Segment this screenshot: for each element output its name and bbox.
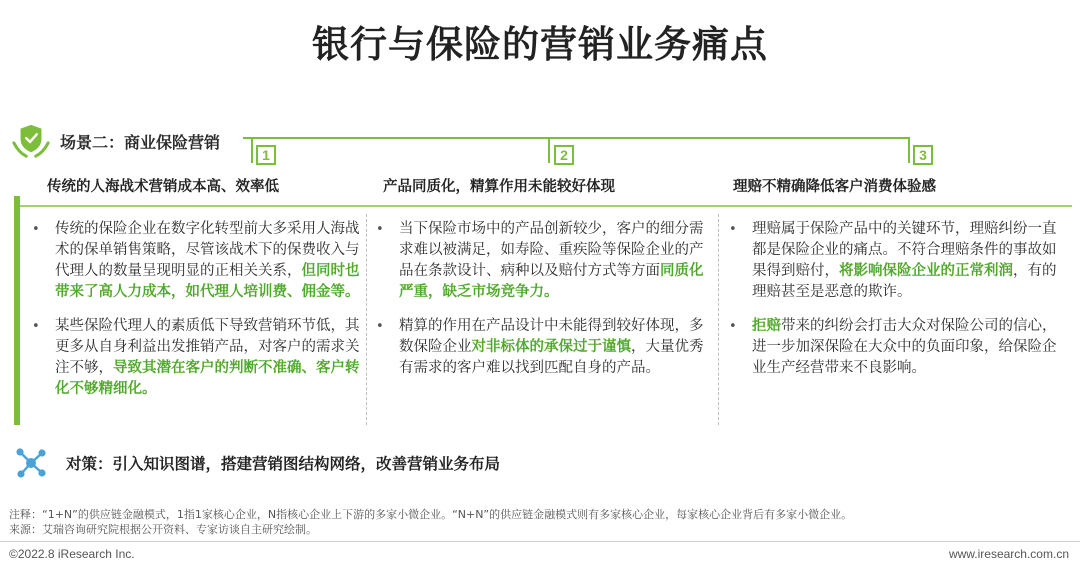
- column-heading-2: 产品同质化，精算作用未能较好体现: [383, 179, 615, 195]
- accent-bar: [14, 196, 20, 425]
- strategy-text: 对策：引入知识图谱，搭建营销图结构网络，改善营销业务布局: [66, 455, 501, 473]
- scene-header: [12, 121, 220, 161]
- bullet-item: [30, 316, 362, 400]
- bullet-text: 带来的纠纷会打击大众对保险公司的信心，进一步加深保险在大众中的负面印象，给保险企业生产经营带来不良影响。: [752, 318, 1057, 376]
- bullet-text: 当下保险市场中的产品创新较少，客户的细分需求难以被满足，如寿险、重疾险等保险企业的产品在条款设计、病种以及赔付方式等方面: [399, 221, 704, 279]
- bullet-text: ，大量优秀有需求的客户难以找到匹配自身的产品。: [399, 339, 704, 376]
- bullet-list-1: [30, 219, 362, 400]
- source-line: 来源：艾瑞咨询研究院根据公开资料、专家访谈自主研究绘制。: [9, 523, 317, 536]
- step-connector: [908, 137, 910, 163]
- column-divider: [366, 214, 367, 425]
- highlight-text: 将影响保险企业的正常利润: [839, 263, 1013, 279]
- bullet-item: [727, 316, 1064, 379]
- column-heading-1: 传统的人海战术营销成本高、效率低: [47, 179, 279, 195]
- highlight-text: 但同时也带来了高人力成本，如代理人培训费、佣金等。: [55, 263, 360, 300]
- network-nodes-icon: [14, 446, 48, 480]
- step-number-3: 3: [913, 145, 933, 165]
- bullet-item: [374, 219, 708, 303]
- bullet-item: [374, 316, 708, 379]
- scene-label: 场景二：商业保险营销: [60, 132, 221, 152]
- bullet-text: 精算的作用在产品设计中未能得到较好体现，多数保险企业: [399, 318, 704, 355]
- note-line: 注释：“1+N”的供应链金融模式，1指1家核心企业，N指核心企业上下游的多家小微企业。“N+N”的供应链金融模式则有多家核心企业，每家核心企业背后有多家小微企业。: [9, 508, 853, 521]
- header-rule: [20, 205, 1072, 207]
- bullet-item: [30, 219, 362, 303]
- shield-hand-icon: [12, 122, 50, 160]
- bullet-list-2: [374, 219, 708, 379]
- step-connector: [253, 137, 550, 139]
- highlight-text: 同质化严重，缺乏市场竞争力。: [399, 263, 704, 300]
- bullet-text: 传统的保险企业在数字化转型前大多采用人海战术的保单销售策略，尽管该战术下的保费收入与代理人的数量呈现明显的正相关关系，: [55, 221, 360, 279]
- step-connector: [251, 137, 253, 163]
- bullet-item: [727, 219, 1064, 303]
- step-number-2: 2: [554, 145, 574, 165]
- highlight-text: 对非标体的承保过于谨慎: [471, 339, 631, 355]
- website-link[interactable]: www.iresearch.com.cn: [948, 547, 1069, 561]
- bullet-text: 某些保险代理人的素质低下导致营销环节低，其更多从自身利益出发推销产品，对客户的需求关注不够，: [55, 318, 360, 376]
- footer-rule: [0, 541, 1080, 542]
- step-connector: [550, 137, 910, 139]
- copyright: ©2022.8 iResearch Inc.: [9, 547, 135, 561]
- step-connector: [548, 137, 550, 163]
- column-divider: [718, 214, 719, 425]
- bullet-list-3: [727, 219, 1064, 379]
- bullet-text: 理赔属于保险产品中的关键环节，理赔纠纷一直都是保险企业的痛点。不符合理赔条件的事故如果得到赔付，: [752, 221, 1057, 279]
- notes: [9, 507, 852, 537]
- highlight-text: 导致其潜在客户的判断不准确、客户转化不够精细化。: [55, 360, 360, 397]
- strategy-row: [14, 446, 500, 480]
- bullet-text: ，有的理赔甚至是恶意的欺诈。: [752, 263, 1057, 300]
- highlight-text: 拒赔: [752, 318, 781, 334]
- page-title: 银行与保险的营销业务痛点: [312, 23, 768, 66]
- column-heading-3: 理赔不精确降低客户消费体验感: [733, 179, 936, 195]
- step-number-1: 1: [256, 145, 276, 165]
